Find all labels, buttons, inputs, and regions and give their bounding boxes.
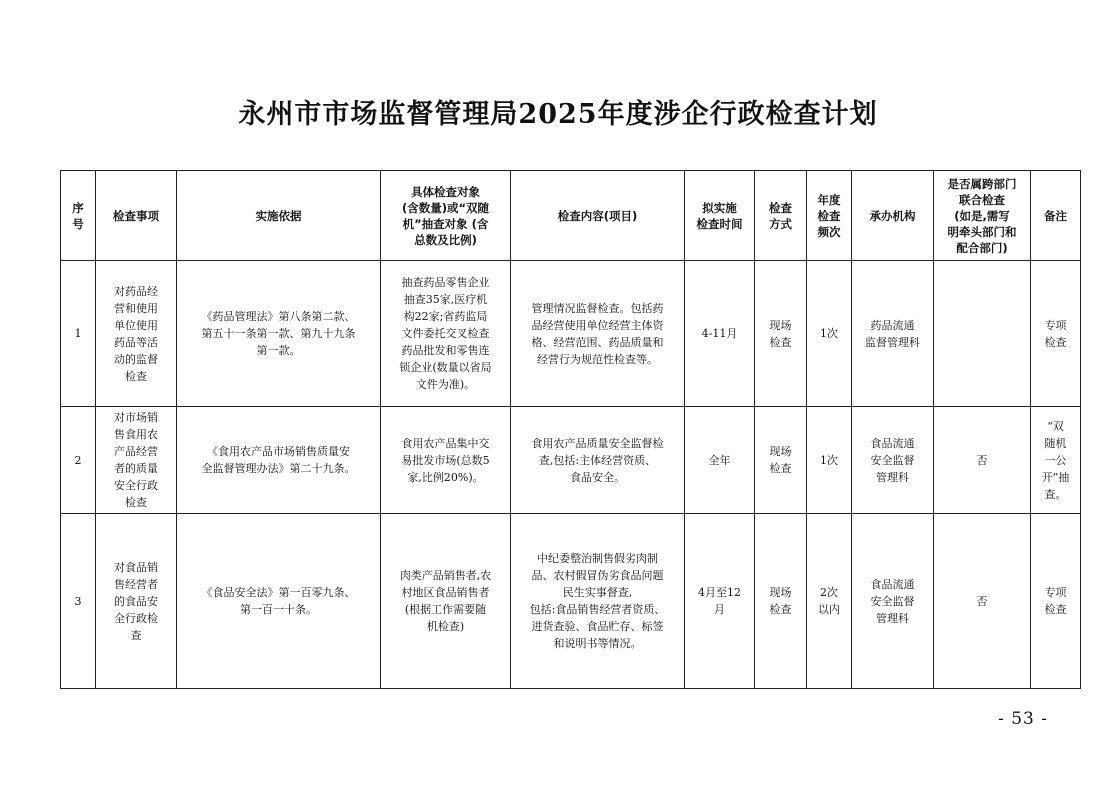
- cell-object: 抽查药品零售企业 抽查35家,医疗机 构22家;省药监局 文件委托交叉检查 药品批发和零售连 锁企业(数量以省局 文件为准)。: [381, 261, 511, 407]
- header-no: 序 号: [61, 171, 96, 261]
- header-basis: 实施依据: [177, 171, 381, 261]
- cell-frequency: 1次: [807, 407, 852, 514]
- table-row: [61, 407, 1081, 514]
- cell-note: “双 随机 一公 开”抽 查。: [1031, 407, 1081, 514]
- table-row: [61, 514, 1081, 689]
- cell-basis: 《食品安全法》第一百零九条、 第一百一十条。: [177, 514, 381, 689]
- header-method: 检查 方式: [755, 171, 807, 261]
- cell-note: 专项 检查: [1031, 261, 1081, 407]
- header-object: 具体检查对象 (含数量)或“双随 机”抽查对象 (含 总数及比例): [381, 171, 511, 261]
- cell-note: 专项 检查: [1031, 514, 1081, 689]
- header-note: 备注: [1031, 171, 1081, 261]
- page-number: - 53 -: [998, 709, 1048, 729]
- cell-agency: 药品流通 监督管理科: [852, 261, 934, 407]
- cell-time: 4-11月: [685, 261, 755, 407]
- cell-joint: 否: [934, 514, 1031, 689]
- cell-time: 全年: [685, 407, 755, 514]
- cell-basis: 《食用农产品市场销售质量安 全监督管理办法》第二十九条。: [177, 407, 381, 514]
- table-header-row: [61, 171, 1081, 261]
- inspection-plan-table: [60, 170, 1081, 689]
- cell-no: 3: [61, 514, 96, 689]
- cell-item: 对药品经 营和使用 单位使用 药品等活 动的监督 检查: [96, 261, 177, 407]
- header-joint: 是否属跨部门 联合检查 (如是,需写 明牵头部门和 配合部门): [934, 171, 1031, 261]
- cell-frequency: 2次 以内: [807, 514, 852, 689]
- cell-no: 1: [61, 261, 96, 407]
- cell-object: 肉类产品销售者,农 村地区食品销售者 (根据工作需要随 机检查): [381, 514, 511, 689]
- cell-object: 食用农产品集中交 易批发市场(总数5 家,比例20%)。: [381, 407, 511, 514]
- cell-time: 4月至12 月: [685, 514, 755, 689]
- cell-item: 对食品销 售经营者 的食品安 全行政检 查: [96, 514, 177, 689]
- cell-joint: [934, 261, 1031, 407]
- cell-content: 中纪委整治制售假劣肉制 品、农村假冒伪劣食品问题 民生实事督查, 包括:食品销售经营者资质、 进货查验、食品贮存、标签 和说明书等情况。: [511, 514, 685, 689]
- cell-item: 对市场销 售食用农 产品经营 者的质量 安全行政 检查: [96, 407, 177, 514]
- cell-content: 食用农产品质量安全监督检 查,包括:主体经营资质、 食品安全。: [511, 407, 685, 514]
- cell-basis: 《药品管理法》第八条第二款、 第五十一条第一款、第九十九条 第一款。: [177, 261, 381, 407]
- cell-joint: 否: [934, 407, 1031, 514]
- cell-method: 现场 检查: [755, 261, 807, 407]
- table-row: [61, 261, 1081, 407]
- header-time: 拟实施 检查时间: [685, 171, 755, 261]
- cell-method: 现场 检查: [755, 407, 807, 514]
- header-frequency: 年度 检查 频次: [807, 171, 852, 261]
- cell-content: 管理情况监督检查。包括药 品经营使用单位经营主体资 格、经营范围、药品质量和 经营行为规范性检查等。: [511, 261, 685, 407]
- cell-agency: 食品流通 安全监督 管理科: [852, 514, 934, 689]
- cell-no: 2: [61, 407, 96, 514]
- cell-frequency: 1次: [807, 261, 852, 407]
- header-content: 检查内容(项目): [511, 171, 685, 261]
- cell-method: 现场 检查: [755, 514, 807, 689]
- header-agency: 承办机构: [852, 171, 934, 261]
- cell-agency: 食品流通 安全监督 管理科: [852, 407, 934, 514]
- page-title: 永州市市场监督管理局2025年度涉企行政检查计划: [238, 99, 878, 130]
- header-item: 检查事项: [96, 171, 177, 261]
